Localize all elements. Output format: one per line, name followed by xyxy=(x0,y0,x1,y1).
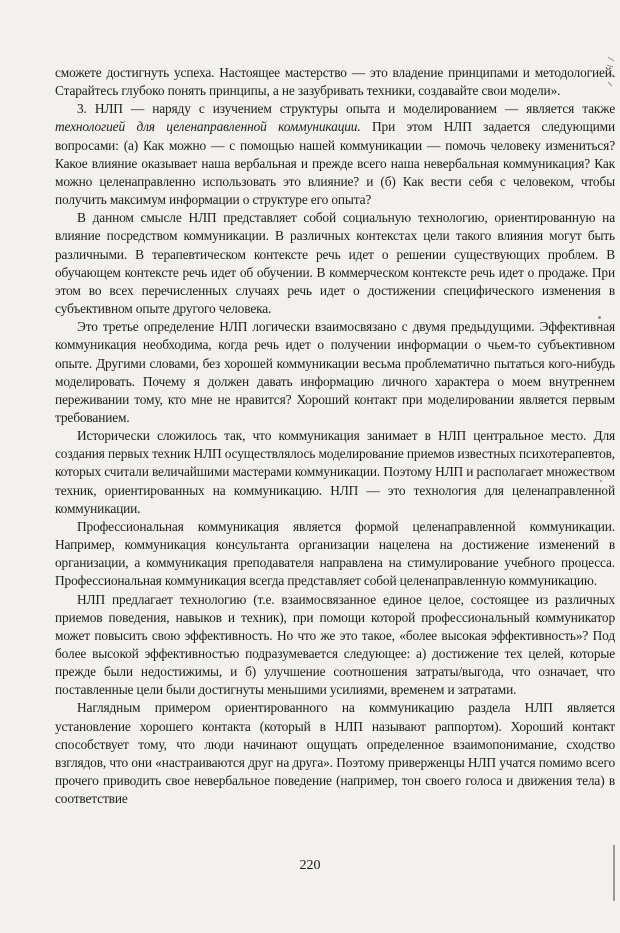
text-run: Наглядным примером ориентированного на коммуникацию раздела НЛП является установление хорошего контакта (который в НЛП называют раппортом). Хороший контакт способствует тому, что люди начинают ощущать определенное взаимопонимание, сходство взглядов, что они «настраиваются друг на друга». Поэтому приверженцы НЛП учатся помимо всего прочего приводить свое невербальное поведение (например, тон своего голоса и движения тела) в соответствие xyxy=(55,700,615,807)
text-run: Исторически сложилось так, что коммуникация занимает в НЛП центральное место. Для создания первых техник НЛП осуществлялось моделирование приемов известных психотерапевтов, которых считали величайшими мастерами коммуникации. Поэтому НЛП и располагает множеством техник, ориентированных на коммуникацию. НЛП — это технология для целенаправленной коммуникации. xyxy=(55,428,615,516)
paragraph xyxy=(55,518,615,591)
text-run: В данном смысле НЛП представляет собой социальную технологию, ориентированную на влияние посредством коммуникации. В различных контекстах цели такого влияния могут быть различными. В терапевтическом контексте речь идет о решении существующих проблем. В обучающем контексте речь идет об обучении. В коммерческом контексте речь идет о продаже. При этом во всех перечисленных случаях речь идет о достижении специфического изменения в субъективном опыте другого человека. xyxy=(55,210,615,317)
text-run: Это третье определение НЛП логически взаимосвязано с двумя предыдущими. Эффективная коммуникация необходима, когда речь идет о получении информации о чьем-то субъективном опыте. Другими словами, без хорошей коммуникации весьма проблематично пытаться кого-нибудь моделировать. Почему я должен давать информацию личного характера о моем внутреннем переживании тому, кто мне не нравится? Хороший контакт при моделировании является первым требованием. xyxy=(55,319,615,425)
paragraph xyxy=(55,209,615,318)
body-text xyxy=(55,64,615,808)
paragraph xyxy=(55,591,615,700)
text-run: При этом НЛП задается следующими вопросами: (а) Как можно — с помощью нашей коммуникации — помочь человеку измениться? Какое влияние оказывает наша вербальная и прежде всего наша невербальная коммуникация? Как можно целенаправленно использовать это влияние? и (б) Как вести себя с человеком, чтобы получить максимум информации о структуре его опыта? xyxy=(55,119,616,208)
paragraph xyxy=(55,100,615,209)
text-run: НЛП предлагает технологию (т.е. взаимосвязанное единое целое, состоящее из различных приемов поведения, навыков и техник), при помощи которой профессиональный коммуникатор может повысить свою эффективность. Но что же это такое, «более высокая эффективность»? Под более высокой эффективностью подразумевается следующее: а) достижение тех целей, которые прежде были недостижимы, и б) улучшение соотношения затраты/выгода, что означает, что поставленные цели были достигнуты меньшими усилиями, временем и затратами. xyxy=(55,591,615,698)
paragraph xyxy=(55,64,615,100)
text-run: Профессиональная коммуникация является формой целенаправленной коммуникации. Например, коммуникация консультанта организации нацелена на достижение изменений в организации, а коммуникация преподавателя направлена на стимулирование учебного процесса. Профессиональная коммуникация всегда представляет собой целенаправленную коммуникацию. xyxy=(55,518,615,589)
paragraph xyxy=(55,699,615,808)
text-run: 3. НЛП — наряду с изучением структуры опыта и моделированием — является также xyxy=(77,101,615,117)
italic-text: технологией для целенаправленной коммуникации. xyxy=(55,119,361,135)
page-number: 220 xyxy=(299,858,321,873)
paragraph xyxy=(55,427,615,518)
text-run: сможете достигнуть успеха. Настоящее мастерство — это владение принципами и методологией. Старайтесь глубоко понять принципы, а не зазубривать техники, создавайте свои модели». xyxy=(55,65,615,99)
paragraph xyxy=(55,318,615,427)
